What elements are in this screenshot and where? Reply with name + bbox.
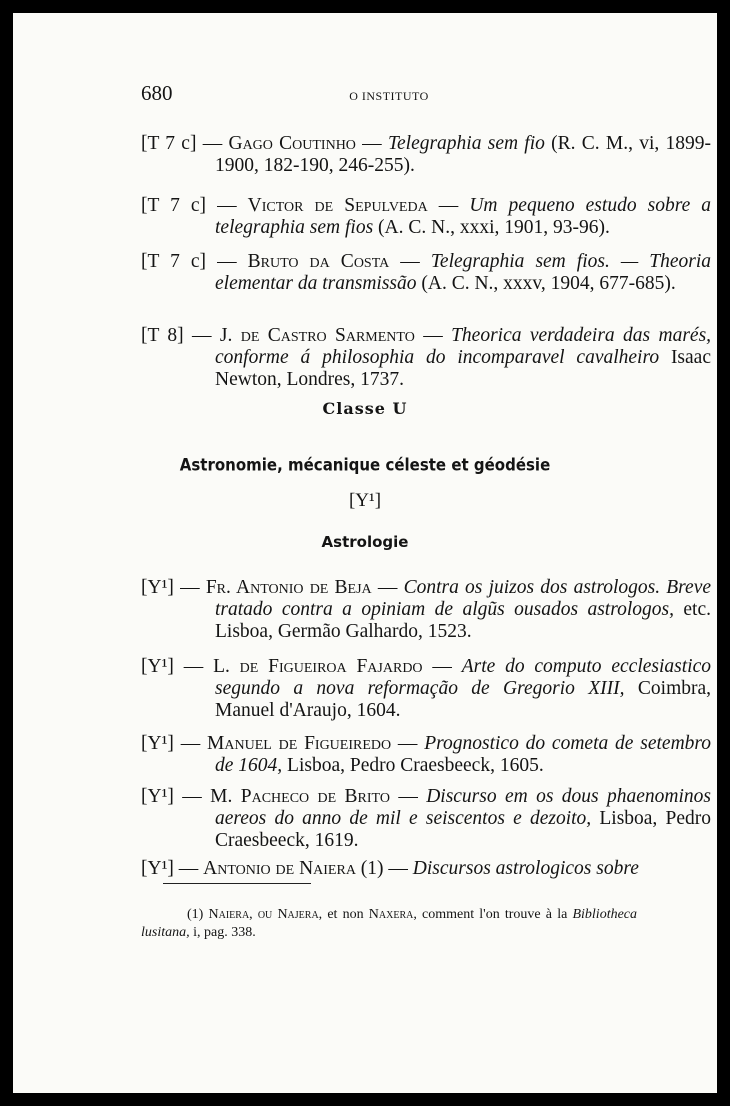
- entry-details: (A. C. N., xxxv, 1904, 677-685).: [421, 273, 676, 294]
- page-header: [141, 77, 637, 107]
- entry-author: M. Pacheco de Brito: [210, 786, 390, 807]
- footnote-text: et non: [327, 907, 364, 922]
- classification-code: [Υ¹]: [348, 490, 382, 511]
- page-number: 680: [141, 81, 173, 105]
- entry-code: [Υ¹]: [141, 577, 174, 598]
- bibliography-entry: [T 8] — J. de Castro Sarmento — Theorica verdadeira das marés, conforme á philosophia do incomparavel cavalheiro Isaac Newton, Londres, 1737.: [141, 325, 712, 390]
- bibliography-entry: [Υ¹] — Fr. Antonio de Beja — Contra os juizos dos astrologos. Breve tratado contra a opiniam de algũs ousados astrologos, etc. Lisboa, Germão Galhardo, 1523.: [141, 577, 712, 642]
- entry-code: [Υ¹]: [141, 858, 174, 879]
- footnote: [141, 906, 637, 942]
- entry-author: Manuel de Figueiredo: [207, 733, 392, 754]
- section-heading: Astrologie: [321, 533, 409, 551]
- entry-title: Discursos astrologicos sobre: [412, 858, 639, 879]
- entry-code: [T 7 c]: [141, 195, 207, 216]
- entry-code: [T 8]: [141, 325, 184, 346]
- entry-title: Telegraphia sem fio: [387, 133, 545, 154]
- entry-details: Isaac Newton, Londres, 1737.: [215, 347, 711, 390]
- entry-details: etc. Lisboa, Germão Galhardo, 1523.: [215, 599, 711, 642]
- entry-details: Lisboa, Pedro Craesbeeck, 1605.: [287, 755, 544, 776]
- entry-author: Victor de Sepulveda: [247, 195, 428, 216]
- footnote-text: Bibliotheca lusitana,: [141, 907, 638, 940]
- entry-title: Prognostico do cometa de setembro de 1604,: [215, 733, 712, 776]
- entry-title: Telegraphia sem fios. — Theoria elementar da transmissão: [215, 251, 712, 294]
- entry-title: Arte do computo ecclesiastico segundo a nova reformação de Gregorio XIII,: [215, 656, 711, 699]
- entry-author: Gago Coutinho: [228, 133, 356, 154]
- entry-title: Theorica verdadeira das marés, conforme á philosophia do incomparavel cavalheiro: [215, 325, 712, 368]
- entry-details: Coimbra, Manuel d'Araujo, 1604.: [215, 678, 712, 721]
- entry-code: [Υ¹]: [141, 786, 174, 807]
- entry-code: [T 7 c]: [141, 251, 207, 272]
- entry-code: [Υ¹]: [141, 656, 174, 677]
- classe-heading: Classe U: [322, 399, 408, 418]
- entry-details: Lisboa, Pedro Craesbeeck, 1619.: [215, 808, 711, 851]
- bibliography-entry: [Υ¹] — Manuel de Figueiredo — Prognostico do cometa de setembro de 1604, Lisboa, Pedro Craesbeeck, 1605.: [141, 733, 712, 776]
- bibliography-entry: [Υ¹] — M. Pacheco de Brito — Discurso em os dous phaenominos aereos do anno de mil e seiscentos e dezoito, Lisboa, Pedro Craesbeeck, 1619.: [141, 786, 711, 851]
- footnote-text: comment l'on trouve à la: [422, 907, 568, 922]
- footnote-text: i, pag. 338.: [193, 925, 256, 940]
- entry-author: J. de Castro Sarmento: [219, 325, 415, 346]
- entry-author: Bruto da Costa: [247, 251, 390, 272]
- entry-details: (A. C. N., xxxi, 1901, 93-96).: [378, 217, 610, 238]
- running-head: O INSTITUTO: [349, 89, 429, 103]
- entry-author: L. de Figueiroa Fajardo: [213, 656, 423, 677]
- entry-author: Antonio de Naiera (1): [203, 858, 384, 879]
- bibliography-entry: [T 7 c] — Bruto da Costa — Telegraphia sem fios. — Theoria elementar da transmissão (A. C. N., xxxv, 1904, 677-685).: [141, 251, 712, 294]
- subject-heading: Astronomie, mécanique céleste et géodésie: [179, 454, 551, 476]
- footnote-marker: (1): [187, 907, 204, 922]
- entry-author: Fr. Antonio de Beja: [205, 577, 372, 598]
- bibliography-entry: [Υ¹] — L. de Figueiroa Fajardo — Arte do computo ecclesiastico segundo a nova reformação de Gregorio XIII, Coimbra, Manuel d'Araujo, 1604.: [141, 656, 712, 721]
- footnote-text: Naiera, ou Najera,: [208, 907, 323, 922]
- entry-title: Discurso em os dous phaenominos aereos do anno de mil e seiscentos e dezoito,: [215, 786, 711, 829]
- bibliography-entry: [Υ¹] — Antonio de Naiera (1) — Discursos astrologicos sobre: [141, 858, 639, 879]
- entry-title: Contra os juizos dos astrologos. Breve tratado contra a opiniam de algũs ousados astrologos,: [215, 577, 712, 620]
- footnote-text: Naxera,: [368, 907, 417, 922]
- bibliography-entry: [T 7 c] — Gago Coutinho — Telegraphia sem fio (R. C. M., vi, 1899-1900, 182-190, 246-255).: [141, 133, 712, 176]
- entry-details: (R. C. M., vi, 1899-1900, 182-190, 246-255).: [215, 133, 712, 176]
- entry-code: [Υ¹]: [141, 733, 174, 754]
- entry-code: [T 7 c]: [141, 133, 197, 154]
- entry-title: Um pequeno estudo sobre a telegraphia sem fios: [215, 195, 712, 238]
- bibliography-entry: [T 7 c] — Victor de Sepulveda — Um pequeno estudo sobre a telegraphia sem fios (A. C. N., xxxi, 1901, 93-96).: [141, 195, 712, 238]
- document-page: [13, 13, 717, 1093]
- footnote-divider: [163, 883, 311, 884]
